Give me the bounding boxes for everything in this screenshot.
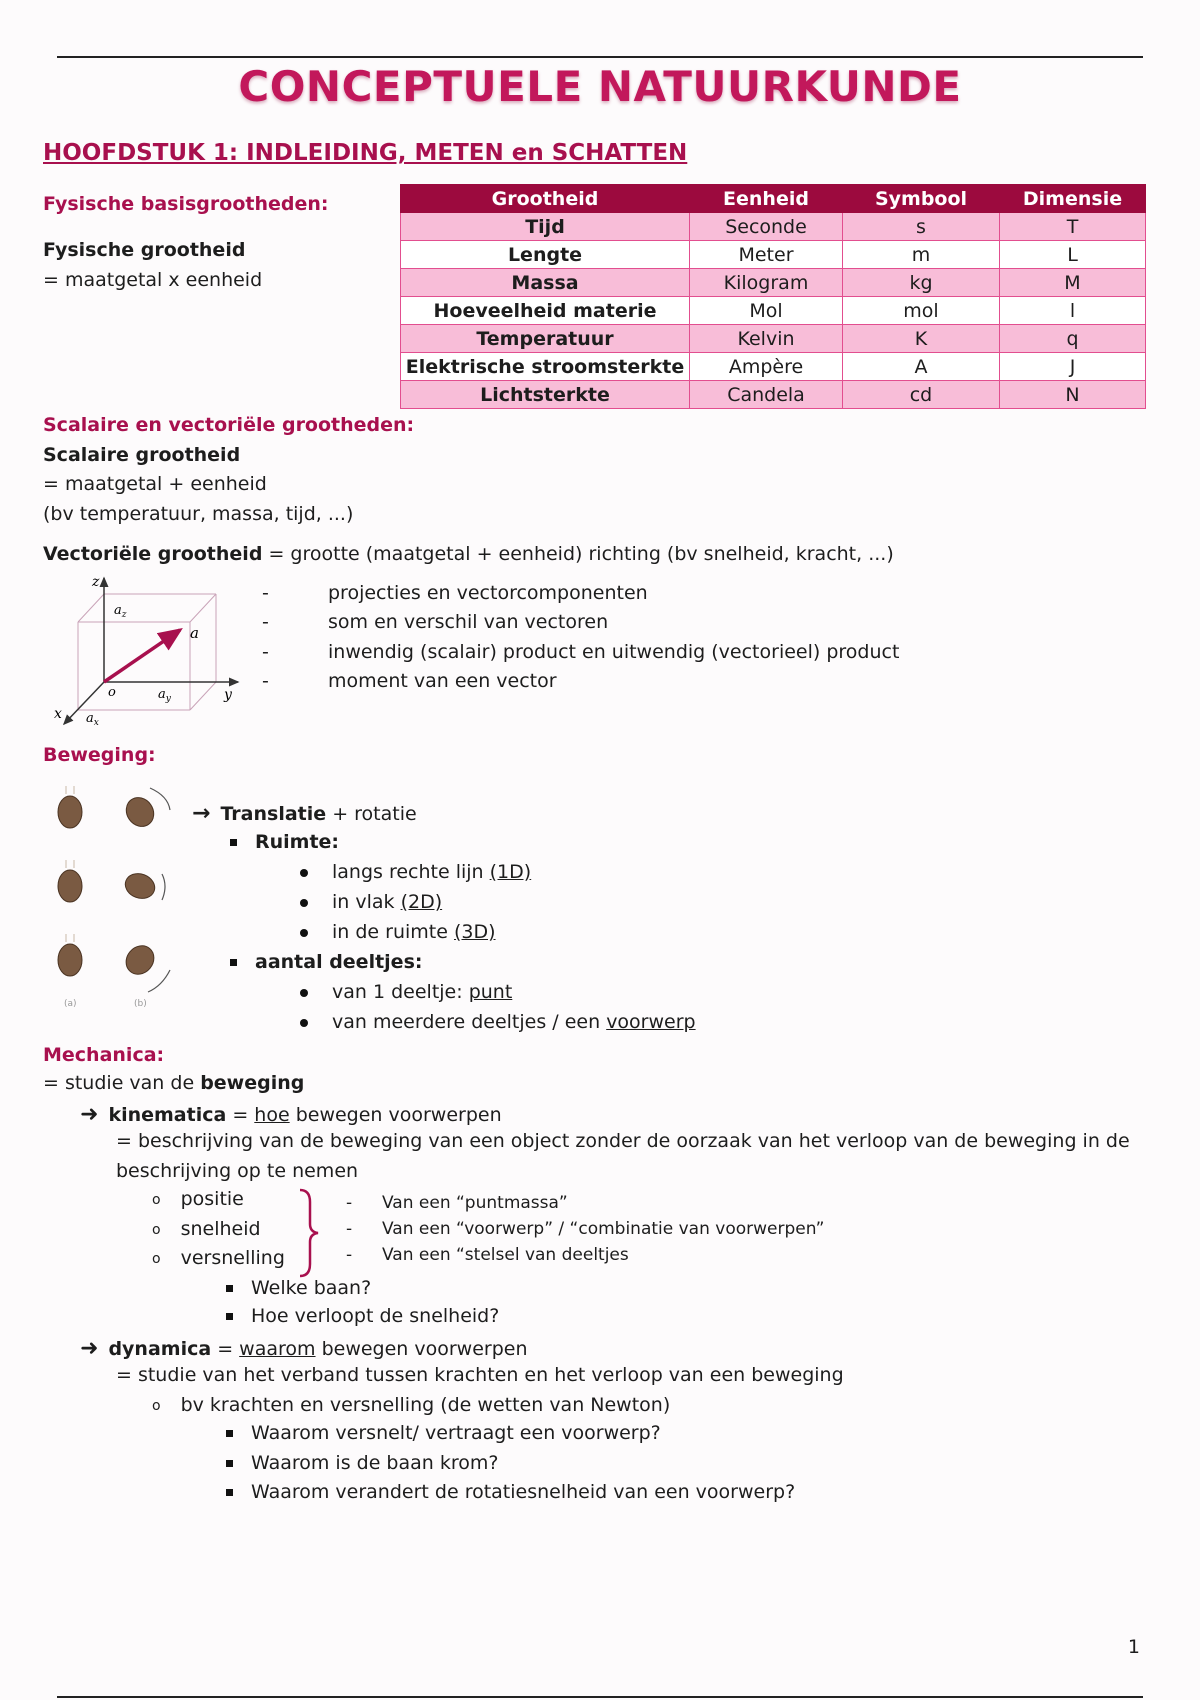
section-heading-mechanica: Mechanica: (43, 1044, 165, 1066)
table-cell: l (1000, 297, 1146, 325)
label-ay: $a_y$ (158, 687, 171, 704)
pinecone-a2 (58, 870, 82, 902)
chapter-heading: HOOFDSTUK 1: INDLEIDING, METEN en SCHATTEN (43, 140, 688, 166)
table-row (401, 213, 1146, 241)
kinematica-list-item: o versnelling (152, 1247, 285, 1269)
arrow-icon: ➜ (80, 1102, 99, 1127)
dynamica-question: Waarom is de baan krom? (226, 1452, 498, 1474)
ruimte-item: in de ruimte (3D) (300, 921, 496, 943)
definition-vectoriele: = grootte (maatgetal + eenheid) richting (bv snelheid, kracht, ...) (262, 543, 894, 565)
deeltjes-item: van meerdere deeltjes / een voorwerp (300, 1011, 696, 1033)
table-row (401, 325, 1146, 353)
table-header: Dimensie (1000, 185, 1146, 213)
pinecone-a3 (58, 944, 82, 976)
term-scalaire-grootheid: Scalaire grootheid (43, 444, 241, 466)
table-cell: N (1000, 381, 1146, 409)
label-a-caption: (a) (64, 999, 77, 1009)
term-vectoriele-grootheid: Vectoriële grootheid (43, 543, 263, 565)
table-cell: cd (843, 381, 1000, 409)
table-cell: L (1000, 241, 1146, 269)
top-rule (57, 56, 1143, 58)
kinematica-note: - Van een “puntmassa” (346, 1193, 568, 1213)
dynamica-question: Waarom verandert de rotatiesnelheid van een voorwerp? (226, 1481, 795, 1503)
table-cell: Seconde (690, 213, 843, 241)
label-y: y (224, 687, 232, 703)
table-header: Grootheid (401, 185, 690, 213)
table-cell: Candela (690, 381, 843, 409)
table-cell: Lengte (401, 241, 690, 269)
table-row (401, 269, 1146, 297)
vector-list-item: - moment van een vector (262, 670, 557, 692)
table-cell: M (1000, 269, 1146, 297)
pinecone-b1 (121, 792, 160, 831)
label-z: z (92, 574, 100, 590)
definition-scalaire: = maatgetal + eenheid (43, 473, 267, 495)
table-cell: K (843, 325, 1000, 353)
arrow-icon: ➜ (80, 1336, 99, 1361)
table-cell: Massa (401, 269, 690, 297)
section-heading-beweging: Beweging: (43, 744, 156, 766)
kinematica-note: - Van een “stelsel van deeltjes (346, 1245, 629, 1265)
definition-fysische-grootheid: = maatgetal x eenheid (43, 269, 263, 291)
kinematica-list-item: o positie (152, 1188, 244, 1210)
ruimte-heading: Ruimte: (230, 831, 339, 853)
mechanica-definition: = studie van de beweging (43, 1072, 305, 1094)
ruimte-item: in vlak (2D) (300, 891, 442, 913)
deeltjes-heading: aantal deeltjes: (230, 951, 422, 973)
label-b-caption: (b) (134, 999, 147, 1009)
kinematica-list-item: o snelheid (152, 1218, 261, 1240)
translatie-rotatie-line: → Translatie + rotatie (192, 801, 417, 826)
table-cell: A (843, 353, 1000, 381)
table-cell: q (1000, 325, 1146, 353)
kinematica-question: Hoe verloopt de snelheid? (226, 1305, 499, 1327)
table-cell: T (1000, 213, 1146, 241)
table-row (401, 353, 1146, 381)
table-cell: Kilogram (690, 269, 843, 297)
table-header: Symbool (843, 185, 1000, 213)
examples-scalaire: (bv temperatuur, massa, tijd, ...) (43, 503, 354, 525)
vector-list-item: - projecties en vectorcomponenten (262, 582, 648, 604)
table-cell: s (843, 213, 1000, 241)
table-cell: Hoeveelheid materie (401, 297, 690, 325)
dynamica-desc: = studie van het verband tussen krachten en het verloop van een beweging (116, 1364, 844, 1386)
table-header-row (401, 185, 1146, 213)
table-cell: Temperatuur (401, 325, 690, 353)
dynamica-list-item: o bv krachten en versnelling (de wetten van Newton) (152, 1394, 671, 1416)
arrow-icon: → (192, 801, 211, 826)
vector-definition-line (43, 539, 894, 569)
kinematica-desc: = beschrijving van de beweging van een object zonder de oorzaak van het verloop van de beweging in de (116, 1130, 1130, 1152)
table-row (401, 297, 1146, 325)
table-cell: J (1000, 353, 1146, 381)
term-fysische-grootheid: Fysische grootheid (43, 239, 246, 261)
page-title: CONCEPTUELE NATUURKUNDE (238, 62, 962, 111)
pinecone-b3 (120, 940, 159, 980)
pinecone-a1 (58, 796, 82, 828)
label-az: $a_z$ (114, 603, 127, 620)
ruimte-item: langs rechte lijn (1D) (300, 861, 531, 883)
label-ax: $a_x$ (86, 711, 99, 728)
table-cell: Elektrische stroomsterkte (401, 353, 690, 381)
table-cell: Mol (690, 297, 843, 325)
table-cell: Lichtsterkte (401, 381, 690, 409)
label-o: o (108, 685, 116, 700)
section-heading-scalar-vector: Scalaire en vectoriële grootheden: (43, 414, 415, 436)
table-row (401, 381, 1146, 409)
section-heading-basis: Fysische basisgrootheden: (43, 193, 329, 215)
table-cell: m (843, 241, 1000, 269)
pinecone-b2 (122, 870, 158, 903)
vector-list-item: - som en verschil van vectoren (262, 611, 609, 633)
label-x: x (54, 706, 62, 722)
pinecone-motion-illustration (50, 780, 180, 1010)
label-a: a (190, 624, 199, 642)
dynamica-question: Waarom versnelt/ vertraagt een voorwerp? (226, 1422, 661, 1444)
kinematica-line: ➜ kinematica = hoe bewegen voorwerpen (80, 1102, 502, 1127)
table-cell: kg (843, 269, 1000, 297)
basisgrootheden-table (400, 184, 1146, 409)
bottom-rule (57, 1696, 1143, 1698)
table-cell: Kelvin (690, 325, 843, 353)
deeltjes-item: van 1 deeltje: punt (300, 981, 512, 1003)
kinematica-desc: beschrijving op te nemen (116, 1160, 359, 1182)
table-cell: Ampère (690, 353, 843, 381)
dynamica-line: ➜ dynamica = waarom bewegen voorwerpen (80, 1336, 528, 1361)
table-cell: Tijd (401, 213, 690, 241)
curly-brace-icon (296, 1188, 320, 1278)
table-row (401, 241, 1146, 269)
kinematica-question: Welke baan? (226, 1277, 371, 1299)
vector-components-diagram (48, 572, 248, 732)
page-number: 1 (1127, 1636, 1140, 1658)
table-cell: Meter (690, 241, 843, 269)
vector-list-item: - inwendig (scalair) product en uitwendig (vectorieel) product (262, 641, 900, 663)
kinematica-note: - Van een “voorwerp” / “combinatie van voorwerpen” (346, 1219, 825, 1239)
table-cell: mol (843, 297, 1000, 325)
table-header: Eenheid (690, 185, 843, 213)
vector-a (104, 630, 180, 682)
